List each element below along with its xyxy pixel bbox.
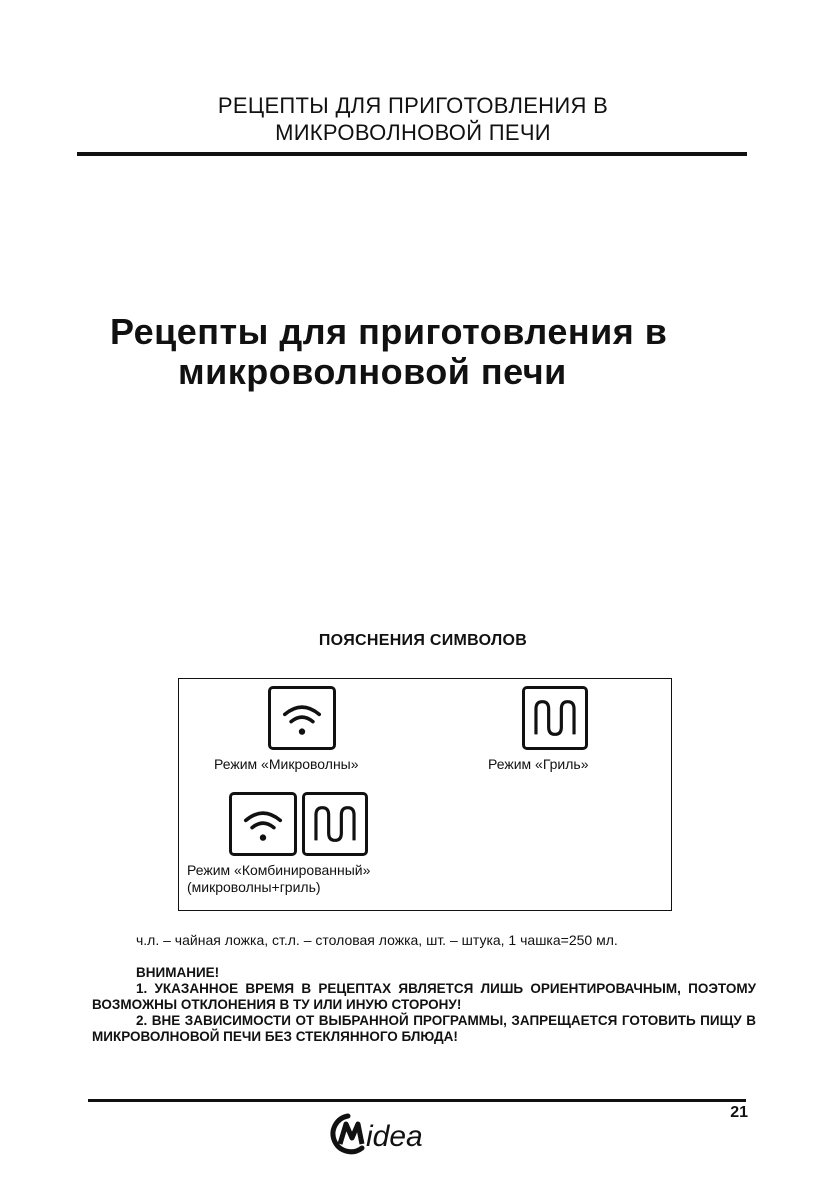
microwave-icon (268, 686, 336, 750)
title-line-1: Рецепты для приготовления в (110, 311, 668, 352)
midea-logo-icon (326, 1110, 456, 1156)
page-header (80, 92, 746, 146)
combo-microwave-icon (229, 792, 297, 856)
grill-caption: Режим «Гриль» (488, 756, 589, 772)
warning-block (92, 965, 756, 1045)
brand-text: idea (366, 1120, 423, 1153)
warning-title: ВНИМАНИЕ! (136, 965, 220, 980)
header-divider (77, 152, 747, 156)
microwave-caption: Режим «Микроволны» (214, 756, 359, 772)
footer-divider (88, 1099, 746, 1102)
warning-item-1: 1. УКАЗАННОЕ ВРЕМЯ В РЕЦЕПТАХ ЯВЛЯЕТСЯ ЛИШЬ ОРИЕНТИРОВАЧНЫМ, ПОЭТОМУ ВОЗМОЖНЫ ОТКЛОНЕНИЯ В ТУ ИЛИ ИНУЮ СТОРОНУ! (92, 981, 756, 1012)
header-line-2: МИКРОВОЛНОВОЙ ПЕЧИ (275, 120, 551, 145)
abbreviations-note: ч.л. – чайная ложка, ст.л. – столовая ложка, шт. – штука, 1 чашка=250 мл. (136, 932, 618, 948)
warning-item-2: 2. ВНЕ ЗАВИСИМОСТИ ОТ ВЫБРАННОЙ ПРОГРАММЫ, ЗАПРЕЩАЕТСЯ ГОТОВИТЬ ПИЩУ В МИКРОВОЛНОВОЙ ПЕЧИ БЕЗ СТЕКЛЯННОГО БЛЮДА! (92, 1013, 756, 1044)
page-number: 21 (730, 1104, 748, 1121)
page-title (110, 312, 770, 392)
combo-caption-line-1: Режим «Комбинированный» (187, 862, 371, 878)
grill-icon (522, 686, 588, 750)
symbol-legend (178, 678, 672, 911)
header-line-1: РЕЦЕПТЫ ДЛЯ ПРИГОТОВЛЕНИЯ В (217, 93, 609, 118)
combo-caption-line-2: (микроволны+гриль) (187, 879, 321, 895)
title-line-2: микроволновой печи (178, 351, 567, 392)
combo-grill-icon (302, 792, 368, 856)
legend-heading: ПОЯСНЕНИЯ СИМВОЛОВ (318, 632, 528, 649)
